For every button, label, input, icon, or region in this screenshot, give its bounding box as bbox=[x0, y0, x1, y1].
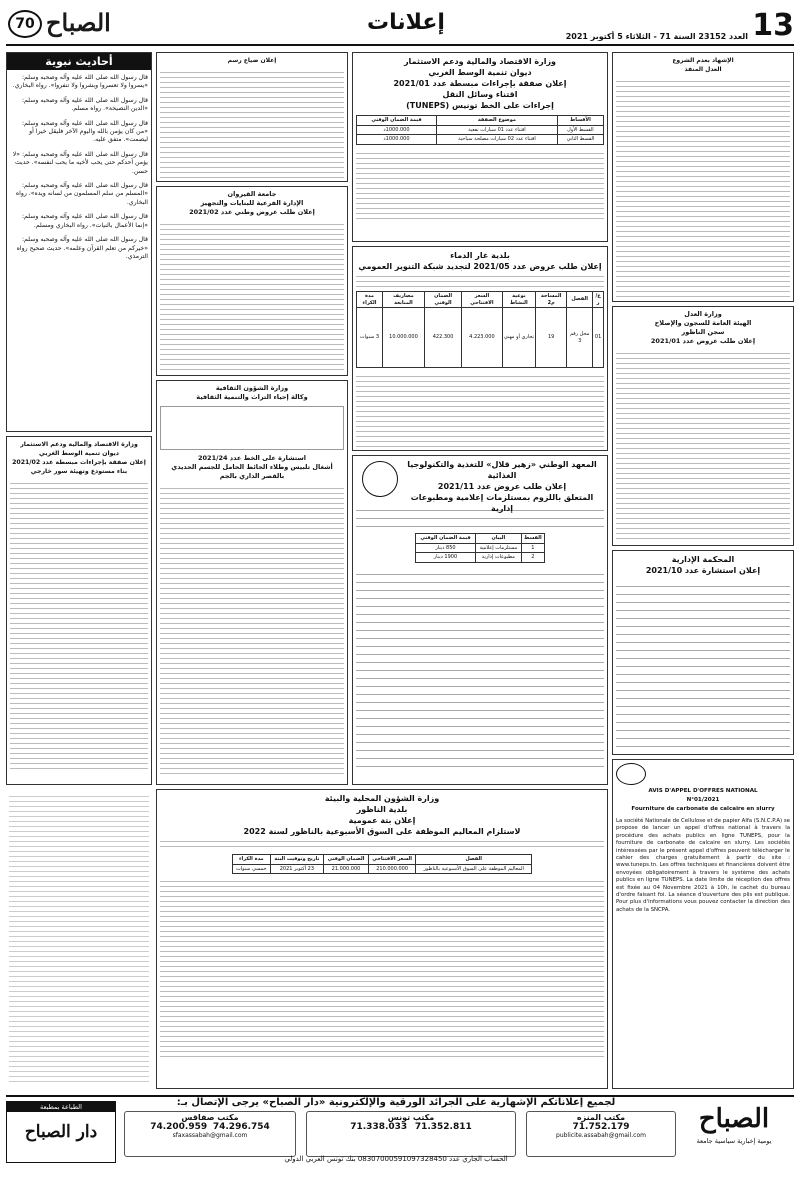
table-cell: القسط الأول bbox=[557, 125, 603, 135]
prison-tender-title: وزارة العدل bbox=[684, 310, 722, 318]
table-header: قيمة الضمان الوقتي bbox=[357, 116, 437, 126]
culture-consultation bbox=[156, 380, 348, 785]
culture-consultation-subject: أشغال تلبيس وطلاء الحائط الحامل للجسم الحديدي بالقصر الداري بالجم bbox=[171, 463, 333, 480]
court-notice-body bbox=[616, 77, 790, 297]
table-header: نوعية النشاط bbox=[502, 292, 536, 308]
kairouan-subtitle: الإدارة الفرعية للبنايات والتجهيز bbox=[200, 199, 304, 207]
finance-tender-1-number: إعلان صفقة بإجراءات مبسطة عدد 2021/01 bbox=[393, 79, 567, 88]
footer-office-sfax-tel2: 74.200.959 bbox=[150, 1122, 208, 1132]
ghardimaou-body bbox=[356, 372, 604, 451]
ghardimaou-table bbox=[356, 291, 604, 368]
french-tender-number: N°01/2021 bbox=[686, 797, 720, 803]
table-cell: 1000.000د bbox=[357, 135, 437, 145]
culture-logo bbox=[160, 406, 344, 450]
admin-court-subtitle: إعلان استشارة عدد 2021/10 bbox=[645, 566, 761, 575]
footer-office-tunis bbox=[306, 1111, 516, 1157]
table-cell: 1900 دينار bbox=[416, 553, 476, 563]
table-header: الفصل bbox=[567, 292, 593, 308]
finance-tender-1-body bbox=[356, 149, 604, 219]
masthead-logo-text: الصباح bbox=[46, 8, 111, 37]
institute-tender bbox=[352, 455, 608, 785]
table-cell: مستلزمات إعلامية bbox=[475, 543, 521, 553]
table-header: الضمان الوقتي bbox=[424, 292, 461, 308]
institute-tender-number: إعلان طلب عروض عدد 2021/11 bbox=[437, 482, 567, 491]
table-header: الأقساط bbox=[557, 116, 603, 126]
kairouan-body bbox=[160, 220, 344, 370]
anniversary-badge: 70 bbox=[8, 10, 42, 38]
footer-email-sfax: sfaxassabah@gmail.com bbox=[172, 1132, 248, 1139]
page-header bbox=[6, 6, 794, 46]
table-cell: 23 أكتوبر 2021 bbox=[270, 864, 324, 874]
table-cell: 1000.000د bbox=[357, 125, 437, 135]
court-notice bbox=[612, 52, 794, 302]
finance-tender-2-subject: بناء مستودع وتهيئة سور خارجي bbox=[30, 468, 128, 475]
hadith-item: قال رسول الله صلى الله عليه وآله وصحبه وسلم: «يسروا ولا تعسروا وبشروا ولا تنفروا». رواه البخاري. bbox=[12, 74, 148, 90]
finance-tender-2 bbox=[6, 436, 152, 785]
prison-tender-number: إعلان طلب عروض عدد 2021/01 bbox=[650, 337, 756, 345]
footer-banner: لجميع إعلاناتكم الإشهارية على الجرائد الورقية والإلكترونية «دار الصباح» يرجى الإتصال بـ: bbox=[176, 1097, 616, 1108]
footer-logo-right bbox=[674, 1101, 794, 1163]
lost-deed-notice bbox=[156, 52, 348, 182]
kairouan-title: جامعة القيروان bbox=[227, 190, 277, 198]
lost-deed-title: إعلان ضياع رسم bbox=[227, 57, 277, 64]
french-tender-title: AVIS D'APPEL D'OFFRES NATIONAL bbox=[648, 788, 758, 794]
institute-table bbox=[415, 533, 545, 563]
local-affairs-tender bbox=[156, 789, 608, 1089]
local-affairs-table bbox=[232, 854, 532, 874]
ahadith-box bbox=[6, 52, 152, 432]
local-affairs-sidebar-body bbox=[9, 792, 149, 1082]
table-header: المساحة م2 bbox=[536, 292, 567, 308]
french-tender-body: La société Nationale de Cellulose et de papier Alfa (S.N.C.P.A) se propose de lancer un appel d'offres national à travers la procédure des achats publics en ligne TUNEPS, pour la fourniture de carbonate de calcaire en slurry. Les sociétés intéressées par le présent appel d'offres peuvent télécharger le cahier des charges gratuitement à partir du site : www.tuneps.tn. Les offres techniques et financières doivent être envoyées obligatoirement à travers le système des achats publics en ligne TUNEPS. La date limite de réception des offres est fixée au 04 Novembre 2021 à 10h, le cachet du bureau d'ordre faisant foi. La séance d'ouverture des plis est publique. Pour plus d'informations vous pouvez contacter la direction des achats de la SNCPA. bbox=[616, 818, 790, 913]
table-row bbox=[357, 308, 604, 368]
admin-court-body bbox=[616, 579, 790, 749]
footer-office-tunis-tel: 71.352.811 bbox=[414, 1122, 472, 1132]
table-header: تاريخ وتوقيت البتة bbox=[270, 855, 324, 865]
table-cell: 422.300 bbox=[424, 308, 461, 368]
footer-office-sfax-title: مكتب صفاقس bbox=[181, 1113, 239, 1122]
table-cell: المعاليم الموظفة على السوق الأسبوعية بالناظور bbox=[416, 864, 532, 874]
table-cell: القسط الثاني bbox=[557, 135, 603, 145]
ahadith-list bbox=[7, 70, 151, 271]
ghardimaou-title: بلدية غار الدماء bbox=[450, 251, 510, 260]
table-cell: محل رقم 3 bbox=[567, 308, 593, 368]
ghardimaou-tender bbox=[352, 246, 608, 451]
footer-logo-left-text: دار الصباح bbox=[24, 1122, 98, 1142]
admin-court-consultation bbox=[612, 550, 794, 755]
finance-tender-2-number: إعلان صفقة بإجراءات مبسطة عدد 2021/02 bbox=[12, 459, 146, 466]
prison-tender bbox=[612, 306, 794, 546]
institute-name: المعهد الوطني «زهير قلال» للتغذية والتكنولوجيا الغذائية bbox=[407, 460, 597, 480]
local-affairs-body bbox=[160, 877, 604, 1057]
culture-consultation-number: استشارة على الخط عدد 2021/24 bbox=[198, 454, 306, 462]
table-cell: اقتناء عدد 02 سيارات مصلحة سياحية bbox=[436, 135, 557, 145]
table-header: القسط bbox=[521, 534, 544, 544]
table-row bbox=[233, 864, 532, 874]
table-cell: 19 bbox=[536, 308, 567, 368]
table-cell: اقتناء عدد 01 سيارات نفعية bbox=[436, 125, 557, 135]
lost-deed-body bbox=[160, 68, 344, 178]
table-cell: 10.000.000 bbox=[382, 308, 424, 368]
culture-ministry: وزارة الشؤون الثقافية bbox=[215, 384, 289, 392]
table-cell: 210.000.000 bbox=[368, 864, 416, 874]
table-header: مصاريف المتابعة bbox=[382, 292, 424, 308]
table-row bbox=[357, 135, 604, 145]
scales-logo bbox=[362, 461, 398, 497]
institute-body bbox=[356, 567, 604, 767]
table-row bbox=[357, 125, 604, 135]
table-header: الضمان الوقتي bbox=[324, 855, 369, 865]
local-affairs-ministry: وزارة الشؤون المحلية والبيئة bbox=[324, 794, 440, 803]
footer-logo-right-sub: يومية إخبارية سياسية جامعة bbox=[696, 1137, 772, 1145]
prison-tender-subtitle: الهيئة العامة للسجون والإصلاح bbox=[654, 319, 752, 327]
finance-tender-2-ministry: وزارة الاقتصاد والمالية ودعم الاستثمار bbox=[20, 441, 138, 448]
table-header: موضوع الصفقة bbox=[436, 116, 557, 126]
prison-tender-entity: سجن الناظور bbox=[681, 328, 725, 336]
table-cell: مطبوعات إدارية bbox=[475, 553, 521, 563]
finance-tender-1 bbox=[352, 52, 608, 242]
hadith-item: قال رسول الله صلى الله عليه وآله وصحبه وسلم: «الدين النصيحة». رواه مسلم. bbox=[21, 96, 148, 113]
table-header: السعر الافتتاحي bbox=[368, 855, 416, 865]
section-title: إعلانات bbox=[367, 10, 445, 35]
ghardimaou-intro bbox=[356, 272, 604, 288]
hadith-item: قال رسول الله صلى الله عليه وآله وصحبه وسلم: «من كان يؤمن بالله واليوم الآخر فليقل خيرا أو ليصمت». متفق عليه. bbox=[21, 119, 148, 144]
finance-tender-1-subject: اقتناء وسائل النقل bbox=[442, 90, 518, 99]
prison-tender-body bbox=[616, 349, 790, 539]
table-row bbox=[416, 553, 545, 563]
table-header: الفصل bbox=[416, 855, 532, 865]
footer-office-sfax-tel: 74.296.754 bbox=[212, 1122, 270, 1132]
table-header: البيان bbox=[475, 534, 521, 544]
ghardimaou-subtitle: إعلان طلب عروض عدد 2021/05 لتجديد شبكة التنوير العمومي bbox=[358, 262, 602, 271]
institute-tender-subject: المتعلق باللزوم بمستلزمات إعلامية ومطبوعات إدارية bbox=[410, 493, 594, 513]
culture-agency: وكالة إحياء التراث والتنمية الثقافية bbox=[196, 393, 308, 401]
footer-office-menzah-title: مكتب المنزه bbox=[576, 1113, 626, 1122]
finance-tender-1-procedure: إجراءات على الخط تونيس (TUNEPS) bbox=[406, 101, 554, 110]
table-cell: تجاري أو مهني bbox=[502, 308, 536, 368]
footer-bank-line: الحساب الجاري عدد 08307000591097328450 بنك تونس العربي الدولي bbox=[284, 1155, 508, 1163]
institute-header bbox=[356, 459, 604, 513]
table-header: مدة الكراء bbox=[357, 292, 383, 308]
hadith-item: قال رسول الله صلى الله عليه وآله وصحبه وسلم: «خيركم من تعلم القرآن وعلمه». حديث صحيح رواه الترمذي. bbox=[16, 236, 148, 260]
court-notice-subtitle: العدل المنفذ bbox=[684, 66, 722, 73]
finance-tender-2-office: ديوان تنمية الوسط الغربي bbox=[39, 450, 119, 457]
page-footer bbox=[6, 1095, 794, 1171]
footer-office-tunis-title: مكتب تونس bbox=[387, 1113, 435, 1122]
footer-office-sfax bbox=[124, 1111, 296, 1157]
ahadith-title: أحاديث نبوية bbox=[7, 53, 151, 70]
hadith-item: قال رسول الله صلى الله عليه وآله وصحبه وسلم: «المسلم من سلم المسلمون من لسانه ويده». رواه البخاري. bbox=[15, 182, 148, 206]
table-header: ع/ر bbox=[593, 292, 604, 308]
local-affairs-auction: إعلان بتة عمومية bbox=[348, 816, 416, 825]
hadith-item: قال رسول الله صلى الله عليه وآله وصحبه وسلم: «لا يؤمن أحدكم حتى يحب لأخيه ما يحب لنفسه». حديث حسن. bbox=[12, 150, 148, 175]
local-affairs-municipality: بلدية الناظور bbox=[356, 805, 408, 814]
sncpa-logo bbox=[616, 763, 646, 785]
table-cell: 3 سنوات bbox=[357, 308, 383, 368]
finance-tender-1-table bbox=[356, 115, 604, 145]
table-header: قيمة الضمان الوقتي bbox=[416, 534, 476, 544]
footer-email-main: publicite.assabah@gmail.com bbox=[556, 1132, 646, 1139]
local-affairs-subject: لاستلزام المعاليم الموظفة على السوق الأسبوعية بالناظور لسنة 2022 bbox=[243, 827, 521, 836]
local-affairs-sidebar bbox=[6, 789, 152, 1089]
court-notice-title: الإشهاد بعدم الشروع bbox=[672, 57, 734, 64]
local-affairs-intro bbox=[160, 837, 604, 851]
footer-office-menzah bbox=[526, 1111, 676, 1157]
footer-office-tunis-tel2: 71.338.033 bbox=[350, 1122, 408, 1132]
page-number: 13 bbox=[752, 8, 794, 43]
table-header: مدة الكراء bbox=[233, 855, 271, 865]
table-cell: 2 bbox=[521, 553, 544, 563]
table-cell: 4.223.000 bbox=[462, 308, 502, 368]
kairouan-number: إعلان طلب عروض وطني عدد 2021/02 bbox=[189, 208, 315, 216]
finance-tender-2-body bbox=[10, 479, 148, 769]
masthead-logo bbox=[6, 6, 156, 42]
finance-tender-1-ministry: وزارة الاقتصاد والمالية ودعم الاستثمار bbox=[403, 57, 557, 66]
table-row bbox=[416, 543, 545, 553]
footer-logo-left bbox=[6, 1101, 116, 1163]
issue-line: العدد 23152 السنة 71 - الثلاثاء 5 أكتوبر 2021 bbox=[565, 32, 748, 41]
table-cell: خمسي سنوات bbox=[233, 864, 271, 874]
footer-office-menzah-tel: 71.752.179 bbox=[572, 1122, 630, 1132]
footer-logo-left-sub: الطباعة بمطبعة bbox=[7, 1102, 115, 1112]
french-tender bbox=[612, 759, 794, 1089]
french-tender-subject: Fourniture de carbonate de calcaire en slurry bbox=[631, 806, 775, 812]
footer-logo-right-text: الصباح bbox=[698, 1104, 770, 1134]
table-cell: 1 bbox=[521, 543, 544, 553]
finance-tender-1-office: ديوان تنمية الوسط الغربي bbox=[428, 68, 532, 77]
hadith-item: قال رسول الله صلى الله عليه وآله وصحبه وسلم: «إنما الأعمال بالنيات». رواه البخاري ومسلم. bbox=[21, 213, 148, 229]
table-cell: 01 bbox=[593, 308, 604, 368]
admin-court-title: المحكمة الإدارية bbox=[671, 555, 735, 564]
table-header: السعر الافتتاحي bbox=[462, 292, 502, 308]
kairouan-tender bbox=[156, 186, 348, 376]
table-cell: 21.000.000 bbox=[324, 864, 369, 874]
table-cell: 850 دينار bbox=[416, 543, 476, 553]
culture-body bbox=[160, 484, 344, 774]
